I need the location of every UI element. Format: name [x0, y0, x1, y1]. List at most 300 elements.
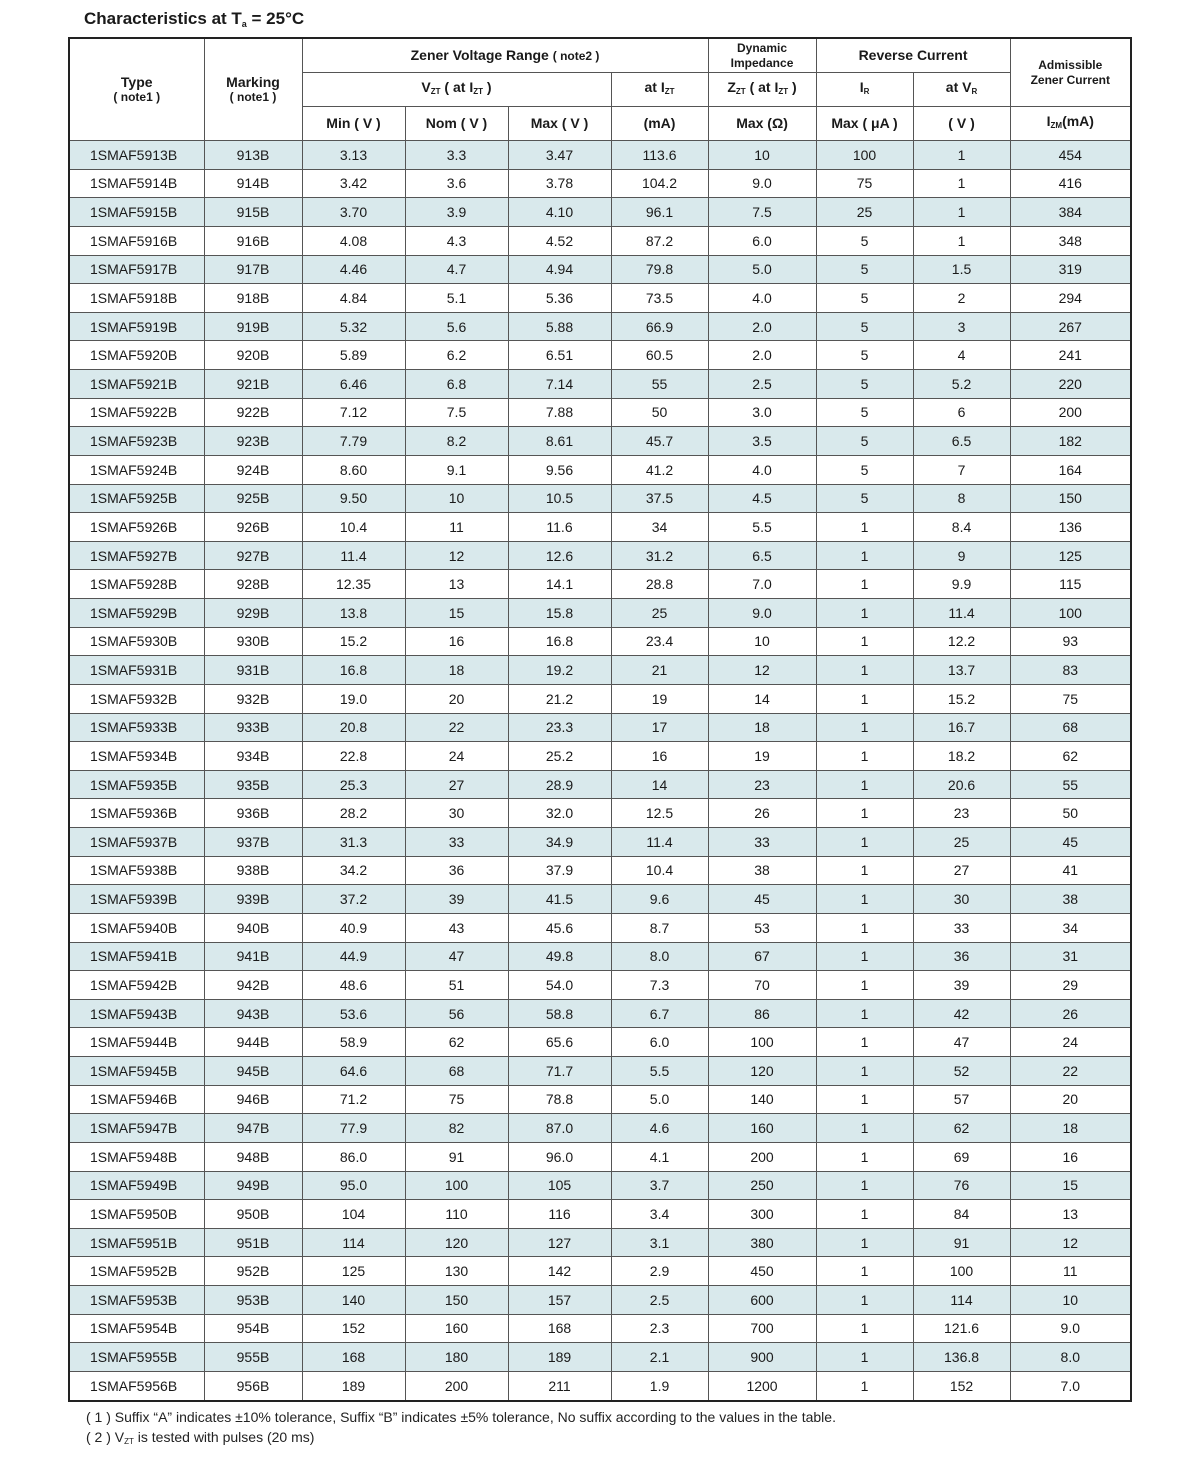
cell-type: 1SMAF5939B	[69, 885, 204, 914]
cell-izt: 5.0	[611, 1085, 708, 1114]
cell-izm: 267	[1010, 312, 1131, 341]
cell-izt: 3.7	[611, 1171, 708, 1200]
cell-izt: 113.6	[611, 141, 708, 170]
cell-type: 1SMAF5922B	[69, 398, 204, 427]
cell-izm: 75	[1010, 684, 1131, 713]
cell-vz-nom: 62	[405, 1028, 508, 1057]
cell-type: 1SMAF5914B	[69, 169, 204, 198]
cell-izt: 2.1	[611, 1343, 708, 1372]
cell-zzt-max: 5.5	[708, 513, 816, 542]
table-row	[69, 513, 1131, 542]
table-row	[69, 599, 1131, 628]
cell-vz-min: 3.70	[302, 198, 405, 227]
cell-marking: 952B	[204, 1257, 302, 1286]
cell-vz-min: 37.2	[302, 885, 405, 914]
cell-marking: 953B	[204, 1286, 302, 1315]
cell-type: 1SMAF5945B	[69, 1057, 204, 1086]
cell-izt: 104.2	[611, 169, 708, 198]
cell-izm: 125	[1010, 541, 1131, 570]
table-row	[69, 541, 1131, 570]
cell-vr: 100	[913, 1257, 1010, 1286]
cell-vz-nom: 5.6	[405, 312, 508, 341]
cell-vz-min: 10.4	[302, 513, 405, 542]
cell-izt: 8.0	[611, 942, 708, 971]
cell-type: 1SMAF5944B	[69, 1028, 204, 1057]
cell-ir-max: 75	[816, 169, 913, 198]
cell-izt: 96.1	[611, 198, 708, 227]
cell-type: 1SMAF5941B	[69, 942, 204, 971]
cell-ir-max: 1	[816, 742, 913, 771]
cell-ir-max: 1	[816, 1286, 913, 1315]
cell-izm: 348	[1010, 226, 1131, 255]
cell-ir-max: 1	[816, 656, 913, 685]
cell-vz-min: 95.0	[302, 1171, 405, 1200]
cell-izt: 6.7	[611, 999, 708, 1028]
cell-type: 1SMAF5924B	[69, 455, 204, 484]
cell-vz-min: 168	[302, 1343, 405, 1372]
cell-vz-max: 28.9	[508, 770, 611, 799]
cell-marking: 916B	[204, 226, 302, 255]
cell-izt: 4.6	[611, 1114, 708, 1143]
cell-vz-min: 34.2	[302, 856, 405, 885]
cell-izm: 26	[1010, 999, 1131, 1028]
cell-ir-max: 1	[816, 799, 913, 828]
cell-vr: 27	[913, 856, 1010, 885]
header-max: Max ( V )	[508, 107, 611, 141]
cell-marking: 936B	[204, 799, 302, 828]
cell-vz-min: 189	[302, 1371, 405, 1400]
cell-izt: 73.5	[611, 284, 708, 313]
cell-vr: 57	[913, 1085, 1010, 1114]
cell-marking: 950B	[204, 1200, 302, 1229]
table-row	[69, 828, 1131, 857]
cell-vz-max: 71.7	[508, 1057, 611, 1086]
cell-izt: 8.7	[611, 913, 708, 942]
cell-ir-max: 1	[816, 856, 913, 885]
cell-zzt-max: 33	[708, 828, 816, 857]
table-row	[69, 656, 1131, 685]
cell-type: 1SMAF5927B	[69, 541, 204, 570]
cell-ir-max: 1	[816, 599, 913, 628]
cell-izm: 200	[1010, 398, 1131, 427]
cell-vz-nom: 11	[405, 513, 508, 542]
header-min: Min ( V )	[302, 107, 405, 141]
cell-izt: 17	[611, 713, 708, 742]
cell-vz-nom: 130	[405, 1257, 508, 1286]
cell-vz-min: 4.46	[302, 255, 405, 284]
cell-type: 1SMAF5956B	[69, 1371, 204, 1400]
cell-zzt-max: 70	[708, 971, 816, 1000]
table-row	[69, 684, 1131, 713]
cell-type: 1SMAF5947B	[69, 1114, 204, 1143]
cell-vz-nom: 7.5	[405, 398, 508, 427]
cell-vr: 6	[913, 398, 1010, 427]
cell-izm: 11	[1010, 1257, 1131, 1286]
cell-izm: 24	[1010, 1028, 1131, 1057]
cell-vz-min: 48.6	[302, 971, 405, 1000]
cell-zzt-max: 9.0	[708, 599, 816, 628]
cell-type: 1SMAF5954B	[69, 1314, 204, 1343]
cell-ir-max: 1	[816, 1085, 913, 1114]
cell-vr: 15.2	[913, 684, 1010, 713]
cell-vz-max: 23.3	[508, 713, 611, 742]
cell-marking: 945B	[204, 1057, 302, 1086]
cell-ir-max: 1	[816, 971, 913, 1000]
cell-vz-min: 58.9	[302, 1028, 405, 1057]
cell-type: 1SMAF5937B	[69, 828, 204, 857]
cell-izt: 34	[611, 513, 708, 542]
cell-vz-max: 41.5	[508, 885, 611, 914]
cell-vz-min: 4.08	[302, 226, 405, 255]
cell-vr: 9.9	[913, 570, 1010, 599]
cell-zzt-max: 4.5	[708, 484, 816, 513]
cell-zzt-max: 2.0	[708, 341, 816, 370]
cell-vz-max: 96.0	[508, 1142, 611, 1171]
cell-vz-min: 19.0	[302, 684, 405, 713]
table-row	[69, 1228, 1131, 1257]
cell-vz-nom: 82	[405, 1114, 508, 1143]
cell-vr: 33	[913, 913, 1010, 942]
cell-izt: 3.4	[611, 1200, 708, 1229]
cell-izt: 9.6	[611, 885, 708, 914]
cell-ir-max: 1	[816, 713, 913, 742]
cell-type: 1SMAF5949B	[69, 1171, 204, 1200]
cell-vz-nom: 18	[405, 656, 508, 685]
cell-ir-max: 1	[816, 942, 913, 971]
cell-zzt-max: 10	[708, 141, 816, 170]
cell-vz-min: 12.35	[302, 570, 405, 599]
table-row	[69, 427, 1131, 456]
cell-izt: 11.4	[611, 828, 708, 857]
cell-izt: 21	[611, 656, 708, 685]
cell-izt: 87.2	[611, 226, 708, 255]
cell-vr: 42	[913, 999, 1010, 1028]
cell-marking: 935B	[204, 770, 302, 799]
cell-vz-nom: 120	[405, 1228, 508, 1257]
cell-type: 1SMAF5928B	[69, 570, 204, 599]
cell-vr: 2	[913, 284, 1010, 313]
cell-vz-min: 5.32	[302, 312, 405, 341]
cell-izm: 93	[1010, 627, 1131, 656]
cell-marking: 915B	[204, 198, 302, 227]
cell-type: 1SMAF5943B	[69, 999, 204, 1028]
cell-vz-min: 5.89	[302, 341, 405, 370]
cell-izt: 41.2	[611, 455, 708, 484]
cell-izm: 416	[1010, 169, 1131, 198]
cell-ir-max: 1	[816, 627, 913, 656]
cell-vz-max: 116	[508, 1200, 611, 1229]
cell-vr: 1	[913, 198, 1010, 227]
header-vzt: $V_{ZT}$ ( at $I_{ZT}$ )	[302, 73, 611, 107]
cell-zzt-max: 12	[708, 656, 816, 685]
cell-zzt-max: 26	[708, 799, 816, 828]
zener-characteristics-table	[68, 37, 1132, 1402]
header-at-izt: at $I_{ZT}$	[611, 73, 708, 107]
cell-vz-max: 10.5	[508, 484, 611, 513]
table-row	[69, 312, 1131, 341]
cell-marking: 948B	[204, 1142, 302, 1171]
cell-vz-nom: 43	[405, 913, 508, 942]
cell-ir-max: 1	[816, 1028, 913, 1057]
cell-izt: 79.8	[611, 255, 708, 284]
cell-zzt-max: 10	[708, 627, 816, 656]
cell-vz-min: 104	[302, 1200, 405, 1229]
cell-vz-min: 15.2	[302, 627, 405, 656]
cell-vz-nom: 75	[405, 1085, 508, 1114]
cell-izt: 2.3	[611, 1314, 708, 1343]
cell-type: 1SMAF5930B	[69, 627, 204, 656]
cell-zzt-max: 3.0	[708, 398, 816, 427]
cell-vz-nom: 33	[405, 828, 508, 857]
cell-vz-nom: 13	[405, 570, 508, 599]
cell-vz-min: 86.0	[302, 1142, 405, 1171]
table-row	[69, 1028, 1131, 1057]
cell-vz-max: 4.94	[508, 255, 611, 284]
cell-marking: 917B	[204, 255, 302, 284]
cell-ir-max: 1	[816, 770, 913, 799]
header-izm: $I_{ZM}(mA)$	[1010, 107, 1131, 141]
cell-izt: 31.2	[611, 541, 708, 570]
cell-zzt-max: 140	[708, 1085, 816, 1114]
cell-vz-min: 114	[302, 1228, 405, 1257]
cell-zzt-max: 53	[708, 913, 816, 942]
cell-izt: 23.4	[611, 627, 708, 656]
cell-vz-nom: 10	[405, 484, 508, 513]
cell-izm: 7.0	[1010, 1371, 1131, 1400]
cell-zzt-max: 900	[708, 1343, 816, 1372]
table-row	[69, 284, 1131, 313]
cell-marking: 919B	[204, 312, 302, 341]
cell-vr: 152	[913, 1371, 1010, 1400]
cell-zzt-max: 300	[708, 1200, 816, 1229]
cell-ir-max: 1	[816, 999, 913, 1028]
cell-izt: 3.1	[611, 1228, 708, 1257]
cell-vz-min: 20.8	[302, 713, 405, 742]
cell-izm: 454	[1010, 141, 1131, 170]
cell-type: 1SMAF5934B	[69, 742, 204, 771]
cell-izm: 150	[1010, 484, 1131, 513]
cell-vz-max: 8.61	[508, 427, 611, 456]
cell-type: 1SMAF5915B	[69, 198, 204, 227]
cell-marking: 920B	[204, 341, 302, 370]
cell-vz-nom: 15	[405, 599, 508, 628]
cell-vz-nom: 3.3	[405, 141, 508, 170]
table-row	[69, 455, 1131, 484]
header-max-ohm: Max (Ω)	[708, 107, 816, 141]
cell-marking: 938B	[204, 856, 302, 885]
cell-vz-min: 25.3	[302, 770, 405, 799]
cell-vr: 1	[913, 169, 1010, 198]
cell-izm: 13	[1010, 1200, 1131, 1229]
footnotes	[86, 1407, 836, 1452]
cell-type: 1SMAF5933B	[69, 713, 204, 742]
cell-vr: 30	[913, 885, 1010, 914]
cell-izm: 41	[1010, 856, 1131, 885]
cell-marking: 956B	[204, 1371, 302, 1400]
cell-vz-nom: 39	[405, 885, 508, 914]
table-row	[69, 913, 1131, 942]
cell-ir-max: 1	[816, 1057, 913, 1086]
cell-type: 1SMAF5920B	[69, 341, 204, 370]
cell-vz-max: 14.1	[508, 570, 611, 599]
cell-izt: 12.5	[611, 799, 708, 828]
cell-marking: 926B	[204, 513, 302, 542]
cell-vz-nom: 22	[405, 713, 508, 742]
cell-type: 1SMAF5913B	[69, 141, 204, 170]
cell-vz-nom: 150	[405, 1286, 508, 1315]
cell-vr: 12.2	[913, 627, 1010, 656]
cell-marking: 930B	[204, 627, 302, 656]
cell-marking: 937B	[204, 828, 302, 857]
cell-ir-max: 5	[816, 226, 913, 255]
cell-vz-min: 152	[302, 1314, 405, 1343]
cell-vr: 36	[913, 942, 1010, 971]
cell-zzt-max: 450	[708, 1257, 816, 1286]
cell-marking: 942B	[204, 971, 302, 1000]
cell-izm: 8.0	[1010, 1343, 1131, 1372]
cell-vz-max: 58.8	[508, 999, 611, 1028]
cell-vr: 18.2	[913, 742, 1010, 771]
cell-vr: 114	[913, 1286, 1010, 1315]
cell-type: 1SMAF5919B	[69, 312, 204, 341]
cell-type: 1SMAF5938B	[69, 856, 204, 885]
cell-vz-nom: 100	[405, 1171, 508, 1200]
header-at-vr: at $V_R$	[913, 73, 1010, 107]
cell-vz-max: 127	[508, 1228, 611, 1257]
cell-izt: 37.5	[611, 484, 708, 513]
cell-marking: 925B	[204, 484, 302, 513]
cell-zzt-max: 1200	[708, 1371, 816, 1400]
cell-izm: 83	[1010, 656, 1131, 685]
cell-zzt-max: 86	[708, 999, 816, 1028]
cell-izt: 25	[611, 599, 708, 628]
cell-marking: 954B	[204, 1314, 302, 1343]
cell-vz-nom: 9.1	[405, 455, 508, 484]
cell-izm: 15	[1010, 1171, 1131, 1200]
cell-izm: 10	[1010, 1286, 1131, 1315]
table-row	[69, 627, 1131, 656]
cell-ir-max: 5	[816, 255, 913, 284]
cell-izt: 19	[611, 684, 708, 713]
header-max-ua: Max ( μA )	[816, 107, 913, 141]
table-row	[69, 370, 1131, 399]
cell-zzt-max: 160	[708, 1114, 816, 1143]
table-row	[69, 141, 1131, 170]
table-row	[69, 742, 1131, 771]
cell-vz-max: 11.6	[508, 513, 611, 542]
cell-vz-nom: 20	[405, 684, 508, 713]
cell-type: 1SMAF5917B	[69, 255, 204, 284]
cell-ir-max: 5	[816, 484, 913, 513]
table-row	[69, 255, 1131, 284]
cell-izt: 2.9	[611, 1257, 708, 1286]
cell-izm: 220	[1010, 370, 1131, 399]
cell-zzt-max: 38	[708, 856, 816, 885]
cell-izm: 22	[1010, 1057, 1131, 1086]
cell-izm: 34	[1010, 913, 1131, 942]
cell-vr: 52	[913, 1057, 1010, 1086]
cell-ir-max: 5	[816, 284, 913, 313]
cell-type: 1SMAF5925B	[69, 484, 204, 513]
cell-vr: 121.6	[913, 1314, 1010, 1343]
cell-zzt-max: 2.0	[708, 312, 816, 341]
cell-vz-min: 16.8	[302, 656, 405, 685]
cell-ir-max: 1	[816, 1200, 913, 1229]
table-row	[69, 1343, 1131, 1372]
cell-ir-max: 100	[816, 141, 913, 170]
cell-zzt-max: 2.5	[708, 370, 816, 399]
cell-vz-min: 31.3	[302, 828, 405, 857]
cell-vz-nom: 68	[405, 1057, 508, 1086]
cell-type: 1SMAF5916B	[69, 226, 204, 255]
table-row	[69, 226, 1131, 255]
cell-vr: 62	[913, 1114, 1010, 1143]
cell-ir-max: 1	[816, 913, 913, 942]
cell-type: 1SMAF5929B	[69, 599, 204, 628]
cell-marking: 929B	[204, 599, 302, 628]
cell-vz-min: 13.8	[302, 599, 405, 628]
cell-ir-max: 1	[816, 513, 913, 542]
cell-marking: 932B	[204, 684, 302, 713]
table-row	[69, 1286, 1131, 1315]
cell-vz-nom: 6.8	[405, 370, 508, 399]
cell-marking: 941B	[204, 942, 302, 971]
cell-izm: 241	[1010, 341, 1131, 370]
cell-zzt-max: 14	[708, 684, 816, 713]
cell-ir-max: 25	[816, 198, 913, 227]
cell-type: 1SMAF5926B	[69, 513, 204, 542]
cell-izt: 1.9	[611, 1371, 708, 1400]
cell-vz-min: 7.12	[302, 398, 405, 427]
cell-type: 1SMAF5923B	[69, 427, 204, 456]
header-ir: $I_R$	[816, 73, 913, 107]
cell-izm: 12	[1010, 1228, 1131, 1257]
cell-vz-min: 6.46	[302, 370, 405, 399]
cell-izt: 6.0	[611, 1028, 708, 1057]
cell-type: 1SMAF5955B	[69, 1343, 204, 1372]
cell-vz-min: 7.79	[302, 427, 405, 456]
cell-vr: 23	[913, 799, 1010, 828]
cell-vr: 5.2	[913, 370, 1010, 399]
cell-vz-nom: 30	[405, 799, 508, 828]
cell-vz-min: 3.42	[302, 169, 405, 198]
cell-vz-nom: 160	[405, 1314, 508, 1343]
cell-marking: 943B	[204, 999, 302, 1028]
cell-vz-nom: 12	[405, 541, 508, 570]
cell-zzt-max: 7.0	[708, 570, 816, 599]
cell-zzt-max: 120	[708, 1057, 816, 1086]
cell-marking: 928B	[204, 570, 302, 599]
cell-izt: 55	[611, 370, 708, 399]
cell-vz-min: 71.2	[302, 1085, 405, 1114]
cell-vz-max: 4.52	[508, 226, 611, 255]
table-row	[69, 1314, 1131, 1343]
cell-type: 1SMAF5921B	[69, 370, 204, 399]
cell-vz-max: 168	[508, 1314, 611, 1343]
cell-vz-min: 9.50	[302, 484, 405, 513]
header-nom: Nom ( V )	[405, 107, 508, 141]
cell-marking: 944B	[204, 1028, 302, 1057]
cell-ir-max: 1	[816, 1114, 913, 1143]
cell-marking: 921B	[204, 370, 302, 399]
table-row	[69, 799, 1131, 828]
cell-type: 1SMAF5953B	[69, 1286, 204, 1315]
cell-marking: 947B	[204, 1114, 302, 1143]
header-zzt: $Z_{ZT}$ ( at $I_{ZT}$ )	[708, 73, 816, 107]
cell-izm: 20	[1010, 1085, 1131, 1114]
table-row	[69, 198, 1131, 227]
cell-vr: 20.6	[913, 770, 1010, 799]
